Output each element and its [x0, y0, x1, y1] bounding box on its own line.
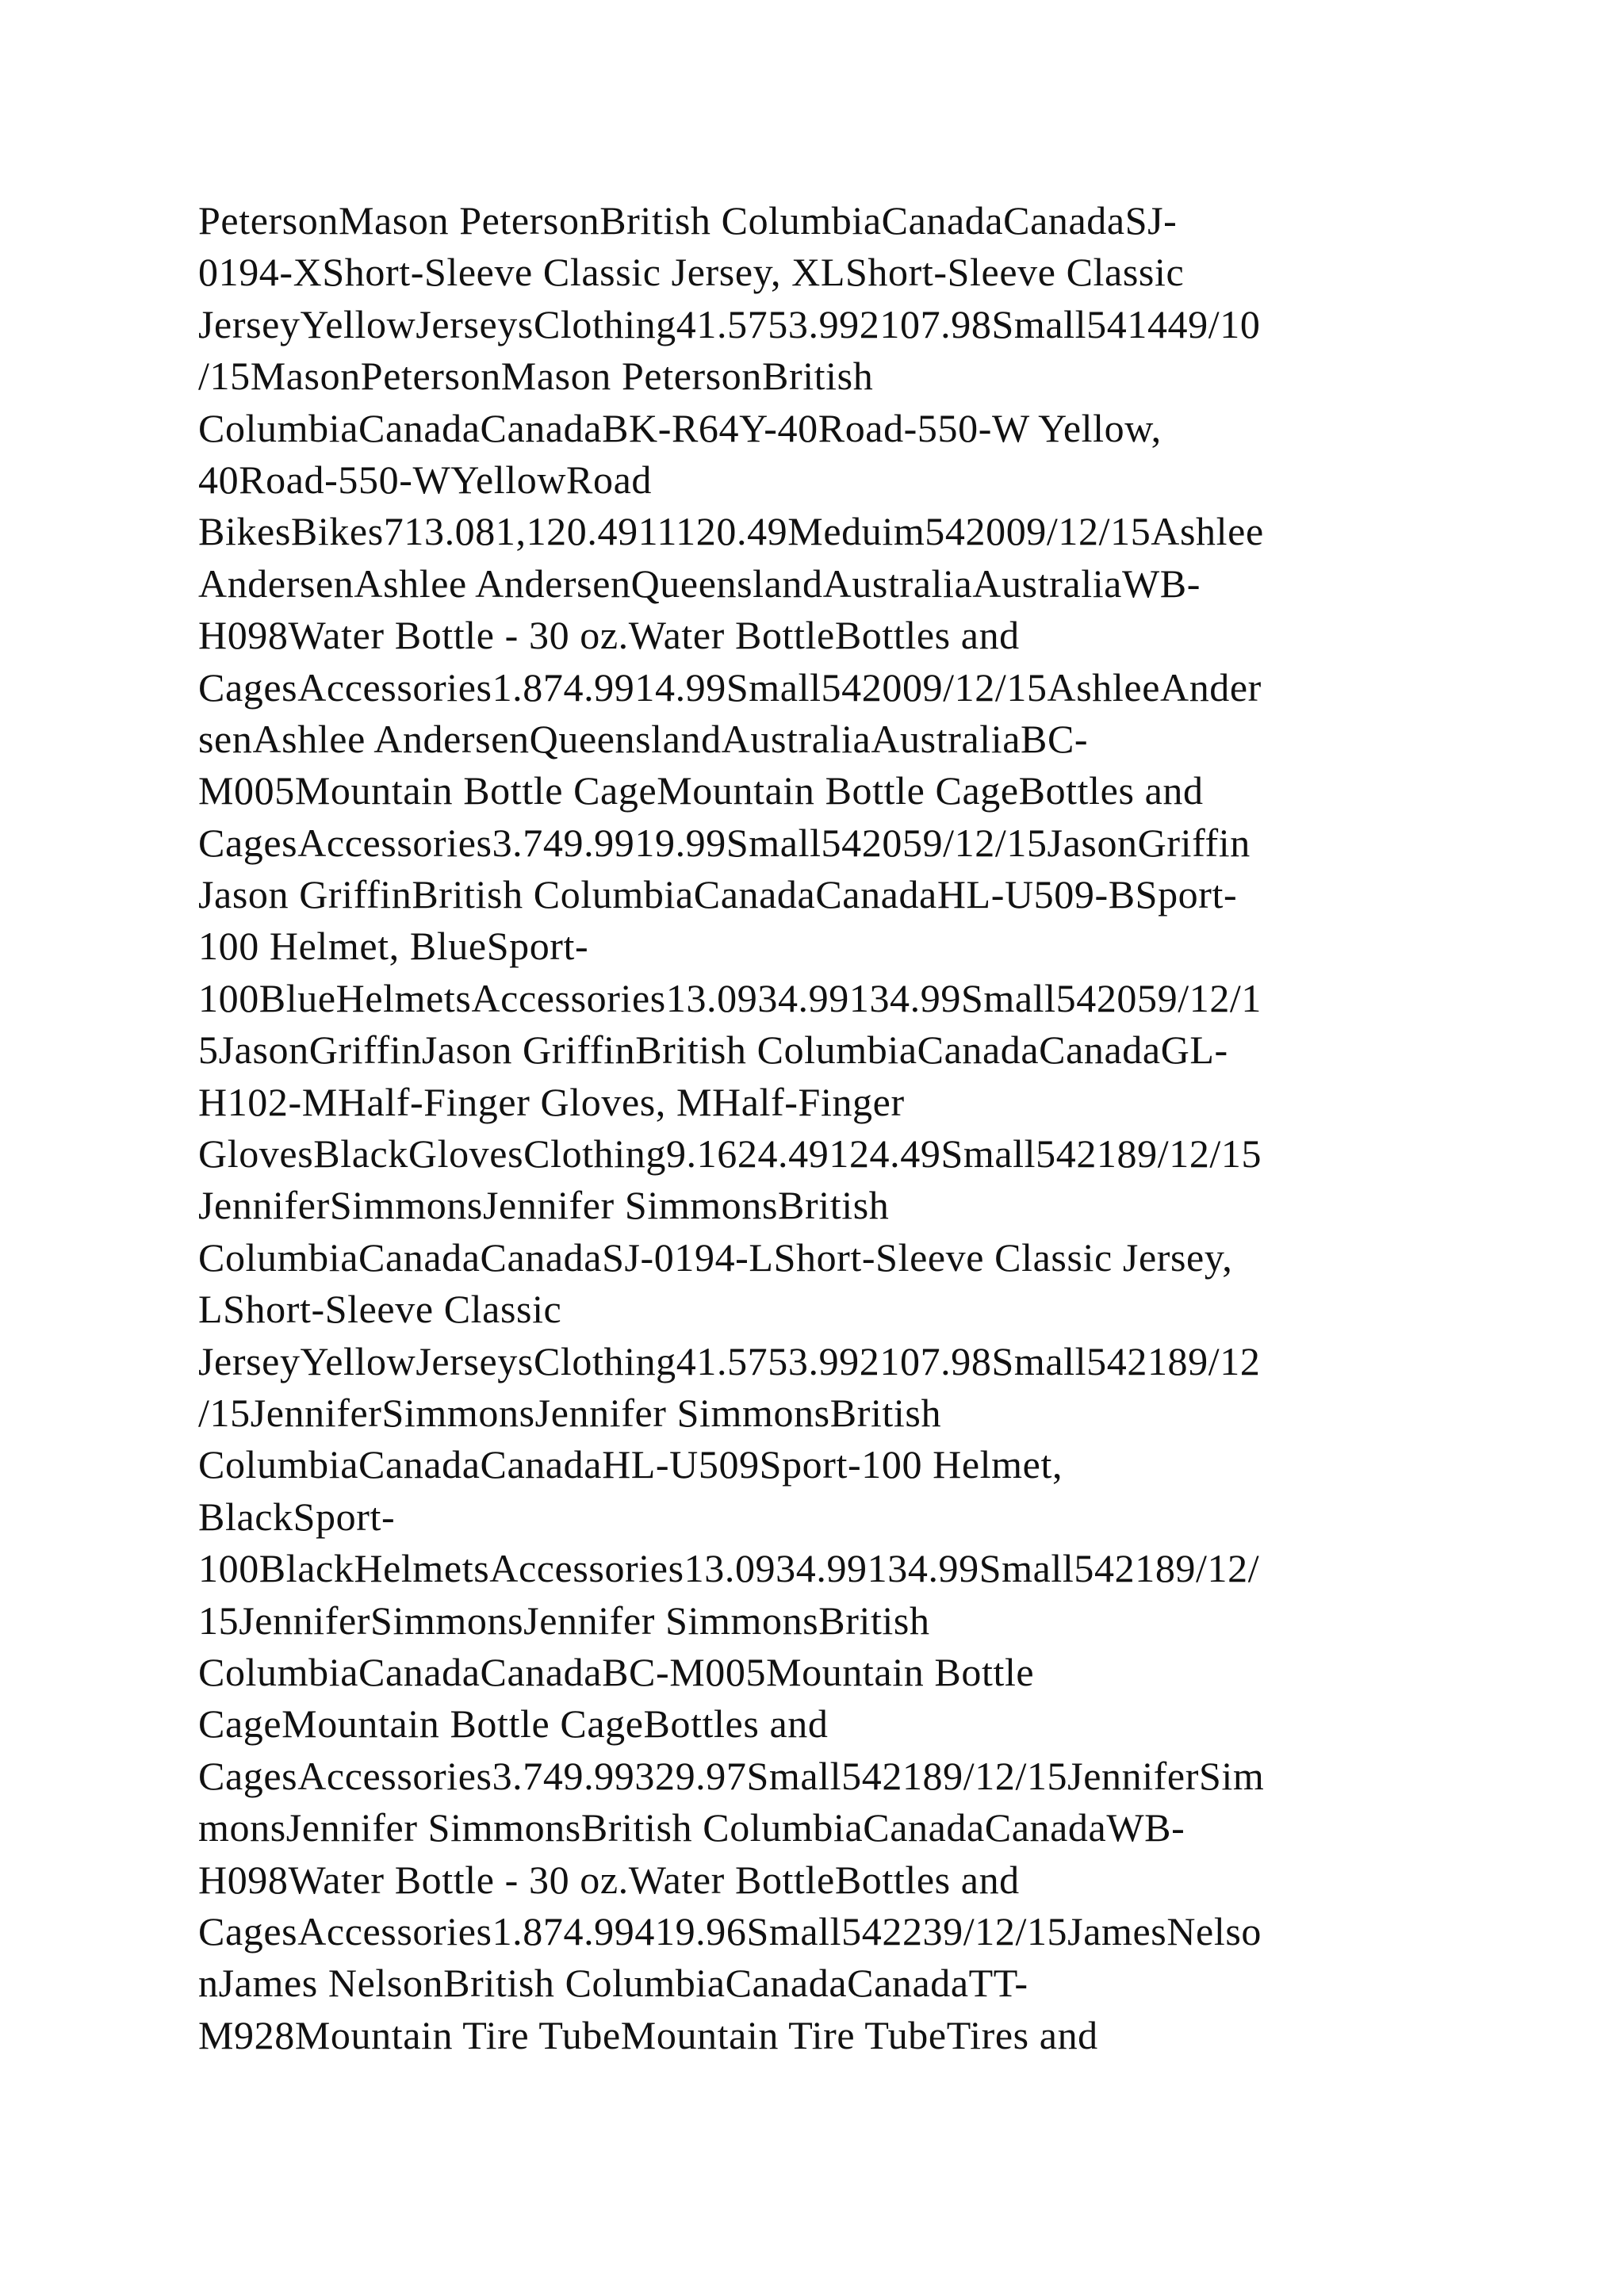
text-line: H102-MHalf-Finger Gloves, MHalf-Finger	[198, 1079, 905, 1124]
text-line: nJames NelsonBritish ColumbiaCanadaCanadaTT-	[198, 1961, 1028, 2006]
text-line: CagesAccessories1.874.99419.96Small542239/12/15JamesNelso	[198, 1908, 1262, 1954]
text-line: 100BlackHelmetsAccessories13.0934.99134.99Small542189/12/	[198, 1546, 1260, 1591]
text-line: CageMountain Bottle CageBottles and	[198, 1701, 829, 1747]
text-line: LShort-Sleeve Classic	[198, 1287, 562, 1332]
text-line: PetersonMason PetersonBritish ColumbiaCanadaCanadaSJ-	[198, 198, 1178, 243]
text-line: 15JenniferSimmonsJennifer SimmonsBritish	[198, 1598, 930, 1643]
text-line: CagesAccessories3.749.9919.99Small542059/12/15JasonGriffin	[198, 820, 1251, 865]
text-line: CagesAccessories3.749.99329.97Small542189/12/15JenniferSim	[198, 1753, 1265, 1798]
text-line: Jason GriffinBritish ColumbiaCanadaCanadaHL-U509-BSport-	[198, 872, 1238, 917]
text-line: M005Mountain Bottle CageMountain Bottle CageBottles and	[198, 768, 1204, 813]
text-line: AndersenAshlee AndersenQueenslandAustraliaAustraliaWB-	[198, 561, 1201, 606]
text-line: ColumbiaCanadaCanadaSJ-0194-LShort-Sleeve Classic Jersey,	[198, 1234, 1233, 1280]
text-line: JerseyYellowJerseysClothing41.5753.992107.98Small542189/12	[198, 1338, 1261, 1383]
text-line: JenniferSimmonsJennifer SimmonsBritish	[198, 1183, 890, 1228]
text-line: M928Mountain Tire TubeMountain Tire TubeTires and	[198, 2012, 1098, 2057]
text-line: /15MasonPetersonMason PetersonBritish	[198, 354, 874, 399]
text-line: ColumbiaCanadaCanadaBC-M005Mountain Bottle	[198, 1649, 1035, 1694]
text-line: BikesBikes713.081,120.4911120.49Meduim542009/12/15Ashlee	[198, 509, 1264, 554]
text-line: 100BlueHelmetsAccessories13.0934.99134.99Small542059/12/1	[198, 975, 1262, 1020]
text-line: H098Water Bottle - 30 oz.Water BottleBottles and	[198, 1857, 1020, 1902]
text-line: 100 Helmet, BlueSport-	[198, 924, 589, 969]
text-line: monsJennifer SimmonsBritish ColumbiaCanadaCanadaWB-	[198, 1805, 1185, 1850]
text-line: /15JenniferSimmonsJennifer SimmonsBritish	[198, 1390, 942, 1435]
text-line: BlackSport-	[198, 1494, 396, 1539]
text-line: H098Water Bottle - 30 oz.Water BottleBottles and	[198, 613, 1020, 658]
text-line: CagesAccessories1.874.9914.99Small542009/12/15AshleeAnder	[198, 664, 1262, 710]
text-line: 0194-XShort-Sleeve Classic Jersey, XLShort-Sleeve Classic	[198, 250, 1185, 295]
text-line: ColumbiaCanadaCanadaBK-R64Y-40Road-550-W Yellow,	[198, 405, 1162, 450]
text-line: JerseyYellowJerseysClothing41.5753.992107.98Small541449/10	[198, 301, 1261, 346]
document-body-text	[198, 195, 1435, 2061]
text-line: ColumbiaCanadaCanadaHL-U509Sport-100 Helmet,	[198, 1442, 1063, 1487]
text-line: 5JasonGriffinJason GriffinBritish ColumbiaCanadaCanadaGL-	[198, 1027, 1228, 1073]
text-line: 40Road-550-WYellowRoad	[198, 457, 652, 502]
text-line: GlovesBlackGlovesClothing9.1624.49124.49Small542189/12/15	[198, 1131, 1262, 1177]
text-line: senAshlee AndersenQueenslandAustraliaAustraliaBC-	[198, 716, 1089, 761]
